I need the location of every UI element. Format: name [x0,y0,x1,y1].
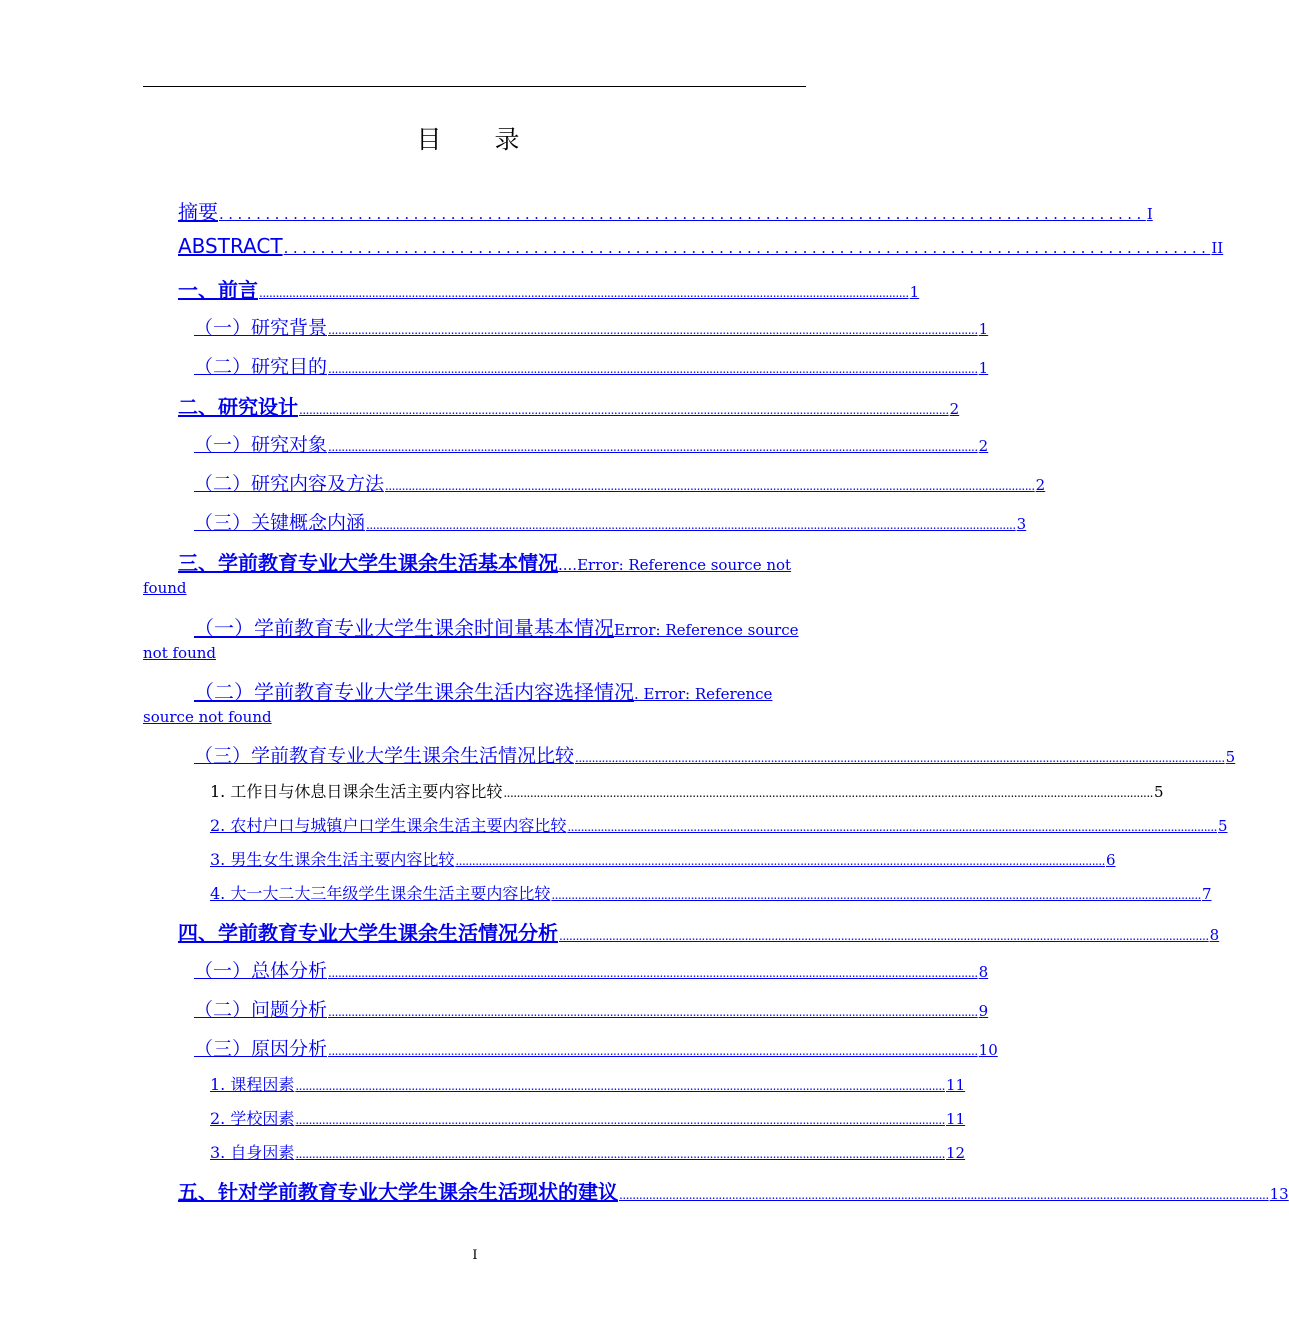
toc-entry-label: （一）总体分析 [194,960,328,982]
reference-error-continued: not found [143,644,216,662]
leader-dots: .................................................................................................................................................................................................... [328,1044,978,1058]
toc-entry[interactable] [194,352,989,379]
toc-entry[interactable] [194,995,989,1022]
toc-entry-page: 1 [909,283,920,301]
toc-entry-label: （三）学前教育专业大学生课余生活情况比较 [194,745,575,767]
toc-entry[interactable] [210,1106,966,1129]
reference-error-continued: found [143,579,187,597]
toc-entry-page: 5 [1225,748,1236,766]
toc-entry[interactable] [194,430,989,457]
leader-dots: .................................................................................................................................................................................................... [567,820,1217,834]
toc-entry-label: 一、前言 [178,278,258,302]
leader-dots: .................................................................................................................................................................................................... [328,1005,978,1019]
toc-entry-page: 7 [1202,885,1212,903]
toc-entry[interactable] [210,1140,966,1163]
leader-dots: .................................................................................................................................................................................................... [385,479,1035,493]
toc-entry-page: 1 [978,359,989,377]
toc-entry[interactable] [194,956,989,983]
toc-entry-label: （二）研究内容及方法 [194,473,385,495]
toc-entry-page: 3 [1016,515,1027,533]
toc-entry[interactable] [178,391,960,420]
toc-entry[interactable] [210,813,1228,836]
reference-error: Error: Reference source [614,621,799,639]
toc-entry-page: 1 [978,320,989,338]
toc-entry[interactable] [210,847,1116,870]
leader-dots: .................................................................................................................................................................................................... [328,323,978,337]
toc-entry-page: 6 [1106,851,1116,869]
leader-dots: .................................................................................................................................................................................................... [295,1079,945,1093]
toc-entry[interactable] [194,313,989,340]
leader-dots: .................................................................................................................................................................................................... [575,751,1225,765]
toc-entry-page: 8 [1209,926,1220,944]
toc-entry-page: 5 [1154,783,1164,801]
toc-entry-label: 3. 自身因素 [210,1143,295,1162]
leader-dots: .................................................................................................................................................................................................... [503,786,1153,800]
leader-dots: .................................................................................................... [283,239,1211,257]
leader-dots: .................................................................................................................................................................................................... [299,403,949,417]
toc-entry-page: 5 [1218,817,1228,835]
toc-entry-label: 二、研究设计 [178,395,298,419]
toc-entry[interactable] [194,741,1236,768]
toc-entry-page: 12 [946,1144,966,1162]
toc-entry-page: II [1211,239,1224,257]
leader-dots: .................................................................................................................................................................................................... [455,854,1105,868]
page-number: I [472,1248,478,1263]
toc-entry-label: （三）原因分析 [194,1038,328,1060]
toc-entry-page: I [1146,205,1153,223]
toc-entry-page: 8 [978,963,989,981]
toc-entry[interactable] [194,1034,998,1061]
leader-dots: .................................................................................................................................................................................................... [559,929,1209,943]
reference-error: . Error: Reference [634,685,773,703]
toc-title: 目 录 [416,125,534,154]
toc-entry-page: 9 [978,1002,989,1020]
leader-dots: .................................................................................................................................................................................................... [551,888,1201,902]
toc-entry [210,779,1164,802]
toc-entry[interactable] [178,1176,1289,1205]
toc-entry[interactable] [194,469,1046,496]
toc-entry-label: ABSTRACT [178,234,283,258]
toc-entry-label: 2. 学校因素 [210,1109,295,1128]
toc-entry-label: 三、学前教育专业大学生课余生活基本情况 [178,551,558,575]
toc-entry-page: 2 [1035,476,1046,494]
toc-entry-label: （二）问题分析 [194,999,328,1021]
toc-entry-label: 3. 男生女生课余生活主要内容比较 [210,850,455,869]
toc-entry-abstract-en[interactable] [178,234,1224,258]
leader-dots: .................................................................................................................................................................................................... [328,440,978,454]
toc-entry-page: 2 [978,437,989,455]
leader-dots: .................................................................................................................................................................................................... [259,286,909,300]
header-rule [143,86,806,87]
leader-dots: .................................................................................................................................................................................................... [366,518,1016,532]
toc-entry-label: （一）研究背景 [194,317,328,339]
toc-entry-label: （一）研究对象 [194,434,328,456]
leader-dots: .................................................................................................................................................................................................... [295,1147,945,1161]
toc-entry[interactable] [210,1072,966,1095]
reference-error: ....Error: Reference source not [558,556,792,574]
toc-entry-abstract-cn[interactable] [178,196,1153,225]
toc-entry[interactable] [210,881,1212,904]
toc-entry-label: 四、学前教育专业大学生课余生活情况分析 [178,921,558,945]
reference-error-continued: source not found [143,708,272,726]
toc-entry[interactable] [194,508,1027,535]
toc-entry-label: 1. 课程因素 [210,1075,295,1094]
toc-entry[interactable] [178,917,1220,946]
leader-dots: .................................................................................................................................................................................................... [295,1113,945,1127]
toc-entry-label: 五、针对学前教育专业大学生课余生活现状的建议 [178,1180,618,1204]
toc-entry[interactable] [178,274,920,303]
toc-entry-label: （二）学前教育专业大学生课余生活内容选择情况 [194,680,634,704]
toc-entry-page: 11 [946,1110,966,1128]
leader-dots: .................................................................................................................................................................................................... [619,1188,1269,1202]
toc-entry-label: 4. 大一大二大三年级学生课余生活主要内容比较 [210,884,551,903]
toc-entry-page: 2 [949,400,960,418]
toc-entry-page: 13 [1269,1185,1289,1203]
toc-entry-label: 1. 工作日与休息日课余生活主要内容比较 [210,782,503,801]
toc-entry-label: 摘要 [178,200,218,224]
toc-entry-page: 11 [946,1076,966,1094]
toc-entry-label: （二）研究目的 [194,356,328,378]
toc-entry-label: （一）学前教育专业大学生课余时间量基本情况 [194,616,614,640]
leader-dots: .................................................................................................................................................................................................... [328,966,978,980]
toc-entry-page: 10 [978,1041,998,1059]
toc-entry-label: （三）关键概念内涵 [194,512,366,534]
toc-entry-label: 2. 农村户口与城镇户口学生课余生活主要内容比较 [210,816,567,835]
leader-dots: .................................................................................................... [219,205,1146,223]
leader-dots: .................................................................................................................................................................................................... [328,362,978,376]
